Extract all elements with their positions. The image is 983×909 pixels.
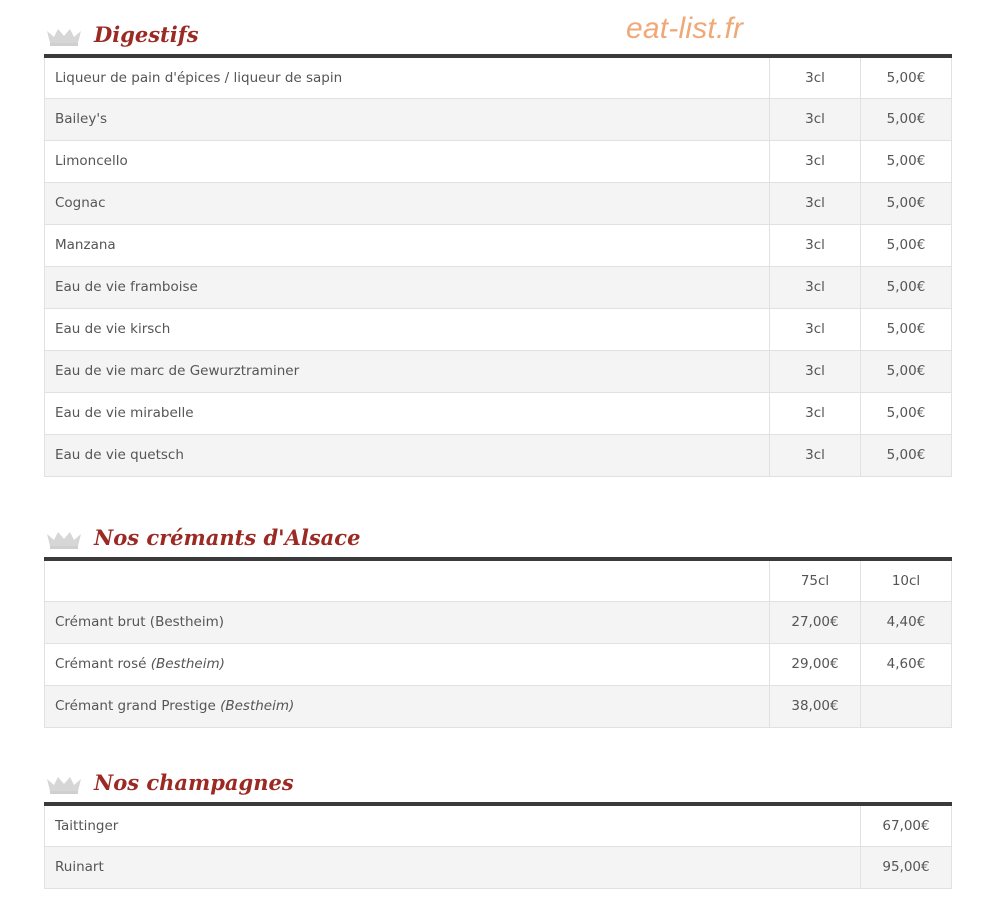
section-champagnes [44, 762, 951, 889]
item-volume: 3cl [770, 392, 861, 434]
section-cremants [44, 517, 951, 728]
digestifs-table [44, 54, 952, 477]
item-price-75cl: 38,00€ [770, 685, 861, 727]
item-name: Eau de vie quetsch [45, 434, 770, 476]
item-name: Limoncello [45, 140, 770, 182]
table-row [45, 643, 952, 685]
crown-icon [45, 775, 83, 795]
table-row [45, 98, 952, 140]
item-name [45, 601, 770, 643]
item-volume: 3cl [770, 182, 861, 224]
header-cell-10cl: 10cl [861, 559, 952, 601]
watermark-text: eat-list.fr [626, 12, 744, 45]
item-volume: 3cl [770, 266, 861, 308]
item-name: Eau de vie kirsch [45, 308, 770, 350]
item-volume: 3cl [770, 434, 861, 476]
table-row [45, 308, 952, 350]
item-name: Eau de vie framboise [45, 266, 770, 308]
item-price-75cl: 27,00€ [770, 601, 861, 643]
section-heading [44, 762, 951, 802]
table-row [45, 266, 952, 308]
cremants-table [44, 557, 952, 728]
item-price: 5,00€ [861, 392, 952, 434]
item-name: Eau de vie mirabelle [45, 392, 770, 434]
item-name-text: Crémant brut (Bestheim) [55, 614, 225, 630]
item-volume: 3cl [770, 140, 861, 182]
table-row [45, 601, 952, 643]
item-price: 95,00€ [861, 846, 952, 888]
item-price: 5,00€ [861, 182, 952, 224]
table-row [45, 56, 952, 98]
item-price: 5,00€ [861, 98, 952, 140]
item-volume: 3cl [770, 224, 861, 266]
section-title: Nos crémants d'Alsace [94, 525, 361, 550]
crown-icon [45, 530, 83, 550]
item-name: Liqueur de pain d'épices / liqueur de sapin [45, 56, 770, 98]
header-cell-75cl: 75cl [770, 559, 861, 601]
item-name-text: Crémant grand Prestige [55, 698, 221, 714]
item-name: Manzana [45, 224, 770, 266]
section-heading [44, 517, 951, 557]
item-volume: 3cl [770, 56, 861, 98]
table-row [45, 224, 952, 266]
item-price: 5,00€ [861, 308, 952, 350]
champagnes-table [44, 802, 952, 889]
item-name: Cognac [45, 182, 770, 224]
item-volume: 3cl [770, 350, 861, 392]
item-name [45, 685, 770, 727]
item-name-text: Crémant rosé [55, 656, 151, 672]
table-row [45, 804, 952, 846]
crown-icon [45, 27, 83, 47]
item-price: 5,00€ [861, 224, 952, 266]
table-row [45, 846, 952, 888]
table-row [45, 182, 952, 224]
item-price: 5,00€ [861, 140, 952, 182]
item-price-75cl: 29,00€ [770, 643, 861, 685]
item-name-producer: (Bestheim) [150, 656, 225, 672]
item-price-10cl: 4,40€ [861, 601, 952, 643]
section-heading [44, 14, 951, 54]
section-title: Nos champagnes [94, 770, 294, 795]
table-row [45, 392, 952, 434]
item-name [45, 643, 770, 685]
item-name-producer: (Bestheim) [220, 698, 295, 714]
header-cell [45, 559, 770, 601]
table-row [45, 685, 952, 727]
item-name: Taittinger [45, 804, 861, 846]
item-volume: 3cl [770, 98, 861, 140]
item-price-10cl: 4,60€ [861, 643, 952, 685]
item-price-10cl [861, 685, 952, 727]
item-volume: 3cl [770, 308, 861, 350]
table-row [45, 140, 952, 182]
item-name: Ruinart [45, 846, 861, 888]
table-row [45, 350, 952, 392]
item-price: 5,00€ [861, 350, 952, 392]
item-price: 67,00€ [861, 804, 952, 846]
item-price: 5,00€ [861, 56, 952, 98]
table-header-row [45, 559, 952, 601]
section-title: Digestifs [94, 22, 199, 47]
table-row [45, 434, 952, 476]
item-name: Bailey's [45, 98, 770, 140]
item-price: 5,00€ [861, 266, 952, 308]
item-name: Eau de vie marc de Gewurztraminer [45, 350, 770, 392]
section-digestifs [44, 14, 951, 477]
item-price: 5,00€ [861, 434, 952, 476]
